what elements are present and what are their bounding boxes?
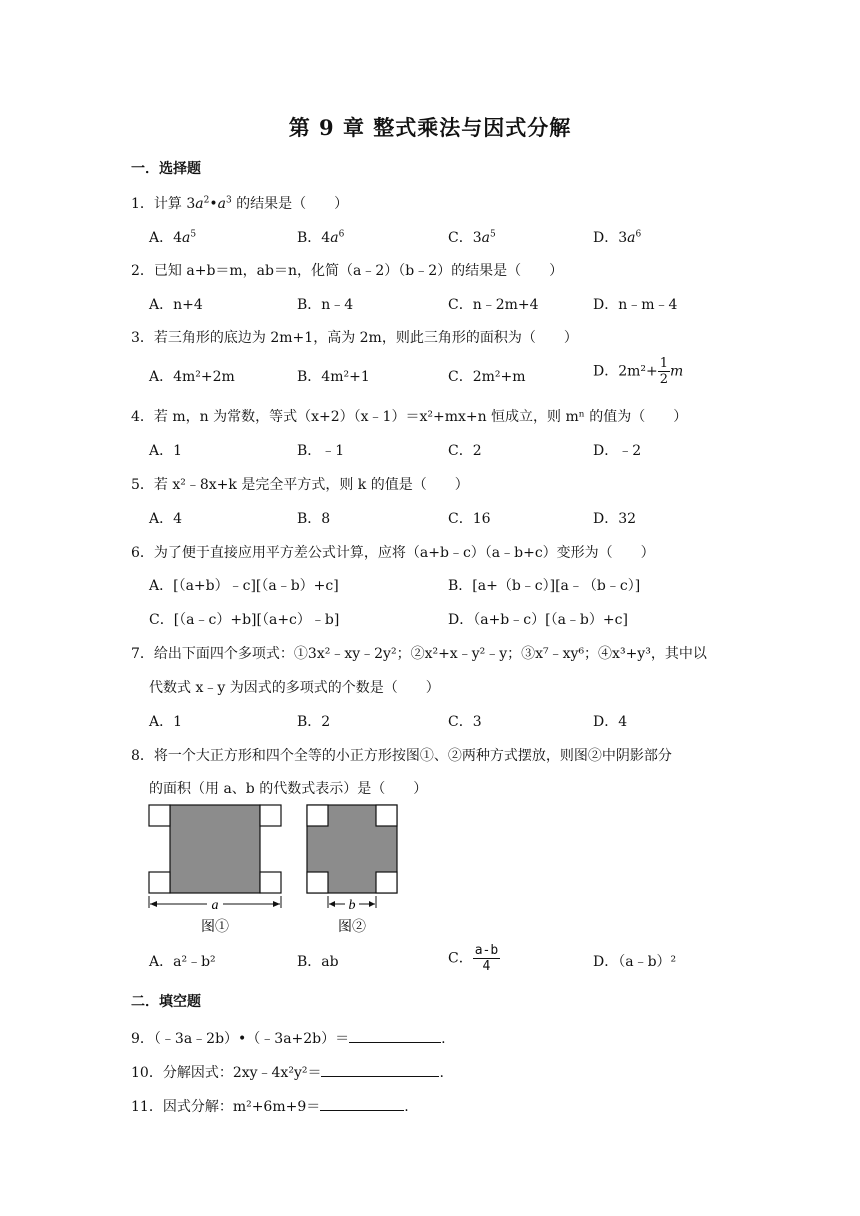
question-7-line2: 代数式 x﹣y 为因式的多项式的个数是（ ） [149,680,440,696]
fraction-a-minus-b-over-4: $\frac{a-b}{4}$ [474,943,499,974]
question-3: 3．若三角形的底边为 2m+1，高为 2m，则此三角形的面积为（ ） [131,330,578,346]
question-7-line1: 7．给出下面四个多项式：①3x²﹣xy﹣2y²；②x²+x﹣y²﹣y；③x⁷﹣xy⁶；④x³+y³，其中以 [131,646,707,662]
q6-option-c: C．[（a﹣c）+b][（a+c）﹣b] [149,612,340,628]
q1-option-c: C．$3a^5$ [448,229,496,246]
q7-option-c: C．3 [448,714,482,730]
fig1-label-a: a [211,898,219,913]
q7-option-a: A．1 [149,714,183,730]
fig1-small-square-br [260,872,281,893]
q4-option-d: D．﹣2 [593,443,642,459]
q5-option-c: C．16 [448,511,491,527]
fig2-small-square-tl [307,805,328,826]
fig2-label-b: b [348,898,356,913]
q2-option-c: C．n﹣2m+4 [448,297,539,313]
fig2-caption: 图② [338,920,366,935]
q4-option-a: A．1 [149,443,183,459]
q4-option-b: B．﹣1 [297,443,345,459]
q6-option-b: B．[a+（b﹣c）][a﹣（b﹣c）] [448,578,641,594]
q1-option-d: D．$3a^6$ [593,229,642,246]
q7-option-d: D．4 [593,714,628,730]
figure-1 [145,804,285,938]
answer-blank-9 [349,1028,441,1043]
q3-option-a: A．4m²+2m [149,369,235,385]
q8-option-c: C． $\frac{a-b}{4}$ [448,943,499,974]
fraction-one-half: $\frac{1}{2}$ [659,356,669,387]
q5-option-a: A．4 [149,511,183,527]
fig1-small-square-bl [149,872,170,893]
question-1: 1．计算 $3a^2•a^3$ 的结果是（ ） [131,195,349,212]
question-4: 4．若 m，n 为常数，等式（x+2）（x﹣1）＝x²+mx+n 恒成立，则 mⁿ 的值为（ ） [131,409,688,425]
page-title: 第 9 章 整式乘法与因式分解 [288,115,572,140]
q3-option-b: B．4m²+1 [297,369,370,385]
q7-option-b: B．2 [297,714,331,730]
figure-2 [302,804,402,938]
q2-option-a: A．n+4 [149,297,203,313]
question-5: 5．若 x²﹣8x+k 是完全平方式，则 k 的值是（ ） [131,477,469,493]
q1-option-a: A．$4a^5$ [149,229,197,246]
question-8-line2: 的面积（用 a、b 的代数式表示）是（ ） [149,781,428,797]
fig1-caption: 图① [201,920,229,935]
fig2-small-square-br [376,872,397,893]
answer-blank-11 [320,1096,404,1111]
fig1-small-square-tr [260,805,281,826]
question-9: 9．（﹣3a﹣2b）•（﹣3a+2b）＝ . [131,1028,446,1048]
q3-option-d: D．2m²+ $\frac{1}{2}$ m [593,356,684,387]
q2-option-b: B．n﹣4 [297,297,354,313]
question-8-line1: 8．将一个大正方形和四个全等的小正方形按图①、②两种方式摆放，则图②中阴影部分 [131,748,672,764]
q6-option-a: A．[（a+b）﹣c][（a﹣b）+c] [149,578,339,594]
q5-option-d: D．32 [593,511,637,527]
fig1-small-square-tl [149,805,170,826]
question-2: 2．已知 a+b＝m，ab＝n，化简（a﹣2）（b﹣2）的结果是（ ） [131,263,564,279]
section-choice: 一．选择题 [131,161,201,177]
fig2-small-square-tr [376,805,397,826]
q6-option-d: D．（a+b﹣c）[（a﹣b）+c] [448,612,628,628]
question-6: 6．为了便于直接应用平方差公式计算，应将（a+b﹣c）（a﹣b+c）变形为（ ） [131,545,655,561]
q2-option-d: D．n﹣m﹣4 [593,297,678,313]
q8-option-a: A．a²﹣b² [149,954,216,970]
section-fill: 二．填空题 [131,994,201,1010]
question-11: 11．因式分解：m²+6m+9＝ . [131,1096,409,1116]
q8-option-d: D．（a﹣b）² [593,954,677,970]
q5-option-b: B．8 [297,511,331,527]
q4-option-c: C．2 [448,443,482,459]
fig2-small-square-bl [307,872,328,893]
q1-option-b: B．$4a^6$ [297,229,345,246]
q3-option-c: C．2m²+m [448,369,526,385]
q8-option-b: B．ab [297,954,339,970]
answer-blank-10 [321,1062,439,1077]
question-10: 10．分解因式：2xy﹣4x²y²＝ . [131,1062,444,1082]
fig1-large-square [170,805,260,893]
